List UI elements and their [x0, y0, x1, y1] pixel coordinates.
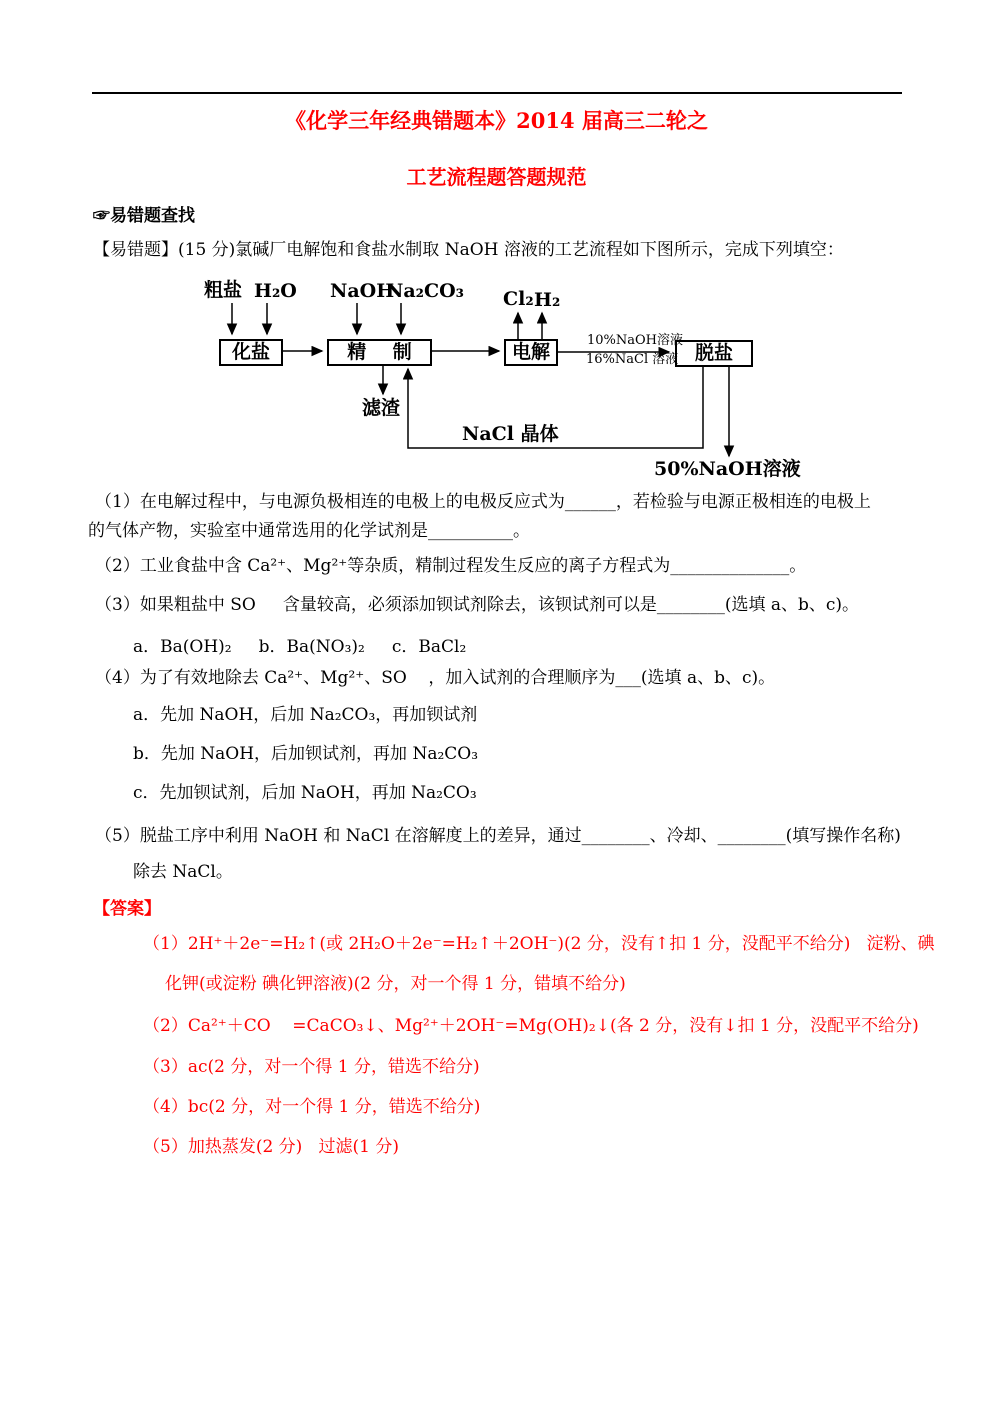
label-crude-salt: 粗盐 — [204, 279, 243, 301]
document-subtitle: 工艺流程题答题规范 — [406, 165, 587, 189]
problem-statement: 【易错题】(15 分)氯碱厂电解饱和食盐水制取 NaOH 溶液的工艺流程如下图所示，完成下列填空： — [93, 240, 844, 260]
label-10-naoh-solution: 10%NaOH溶液 — [587, 333, 684, 348]
process-box-refine: 精 制 — [327, 339, 432, 366]
answer-5: （5）加热蒸发(2 分) 过滤(1 分) — [143, 1137, 399, 1157]
answer-section-header: 【答案】 — [93, 899, 161, 919]
question-4: （4）为了有效地除去 Ca²⁺、Mg²⁺、SO ，加入试剂的合理顺序为___(选填 a、b、c)。 — [95, 668, 776, 688]
label-cl2-gas: Cl₂ — [503, 288, 534, 310]
question-1-line-2: 的气体产物，实验室中通常选用的化学试剂是__________。 — [88, 521, 530, 541]
question-3-options: a．Ba(OH)₂ b．Ba(NO₃)₂ c．BaCl₂ — [133, 637, 467, 657]
label-naoh: NaOH — [330, 280, 395, 302]
answer-1-line-1: （1）2H⁺＋2e⁻=H₂↑(或 2H₂O＋2e⁻=H₂↑＋2OH⁻)(2 分，没有↑扣 1 分，没配平不给分) 淀粉、碘 — [143, 934, 935, 954]
question-4-option-c: c．先加钡试剂，后加 NaOH，再加 Na₂CO₃ — [133, 783, 477, 803]
document-title: 《化学三年经典错题本》2014 届高三二轮之 — [285, 108, 708, 133]
process-box-desalt: 脱盐 — [675, 340, 753, 367]
answer-4: （4）bc(2 分，对一个得 1 分，错选不给分) — [143, 1097, 481, 1117]
question-4-option-b: b．先加 NaOH，后加钡试剂，再加 Na₂CO₃ — [133, 744, 479, 764]
label-nacl-crystal: NaCl 晶体 — [462, 423, 559, 445]
question-5-line-1: （5）脱盐工序中利用 NaOH 和 NaCl 在溶解度上的差异，通过________、冷却、________(填写操作名称) — [95, 826, 901, 846]
label-50-naoh-output: 50%NaOH溶液 — [654, 458, 801, 480]
label-na2co3: Na₂CO₃ — [386, 280, 464, 302]
answer-2: （2）Ca²⁺＋CO =CaCO₃↓、Mg²⁺＋2OH⁻=Mg(OH)₂↓(各 2 分，没有↓扣 1 分，没配平不给分) — [143, 1016, 919, 1036]
top-divider — [92, 92, 902, 94]
question-3: （3）如果粗盐中 SO 含量较高，必须添加钡试剂除去，该钡试剂可以是________(选填 a、b、c)。 — [95, 595, 860, 615]
answer-3: （3）ac(2 分，对一个得 1 分，错选不给分) — [143, 1057, 480, 1077]
process-box-dissolve-salt: 化盐 — [219, 339, 283, 366]
question-1-line-1: （1）在电解过程中，与电源负极相连的电极上的电极反应式为______，若检验与电源正极相连的电极上 — [95, 492, 871, 512]
question-4-option-a: a．先加 NaOH，后加 Na₂CO₃，再加钡试剂 — [133, 705, 478, 725]
label-water: H₂O — [254, 280, 297, 302]
section-header: ☞易错题查找 — [93, 206, 195, 226]
question-2: （2）工业食盐中含 Ca²⁺、Mg²⁺等杂质，精制过程发生反应的离子方程式为______________。 — [95, 556, 807, 576]
label-h2-gas: H₂ — [534, 289, 561, 311]
question-5-line-2: 除去 NaCl。 — [133, 862, 233, 882]
answer-1-line-2: 化钾(或淀粉 碘化钾溶液)(2 分，对一个得 1 分，错填不给分) — [165, 974, 626, 994]
process-box-electrolyze: 电解 — [504, 339, 558, 366]
label-16-nacl-solution: 16%NaCl 溶液 — [586, 352, 679, 367]
label-filter-residue: 滤渣 — [362, 397, 401, 419]
